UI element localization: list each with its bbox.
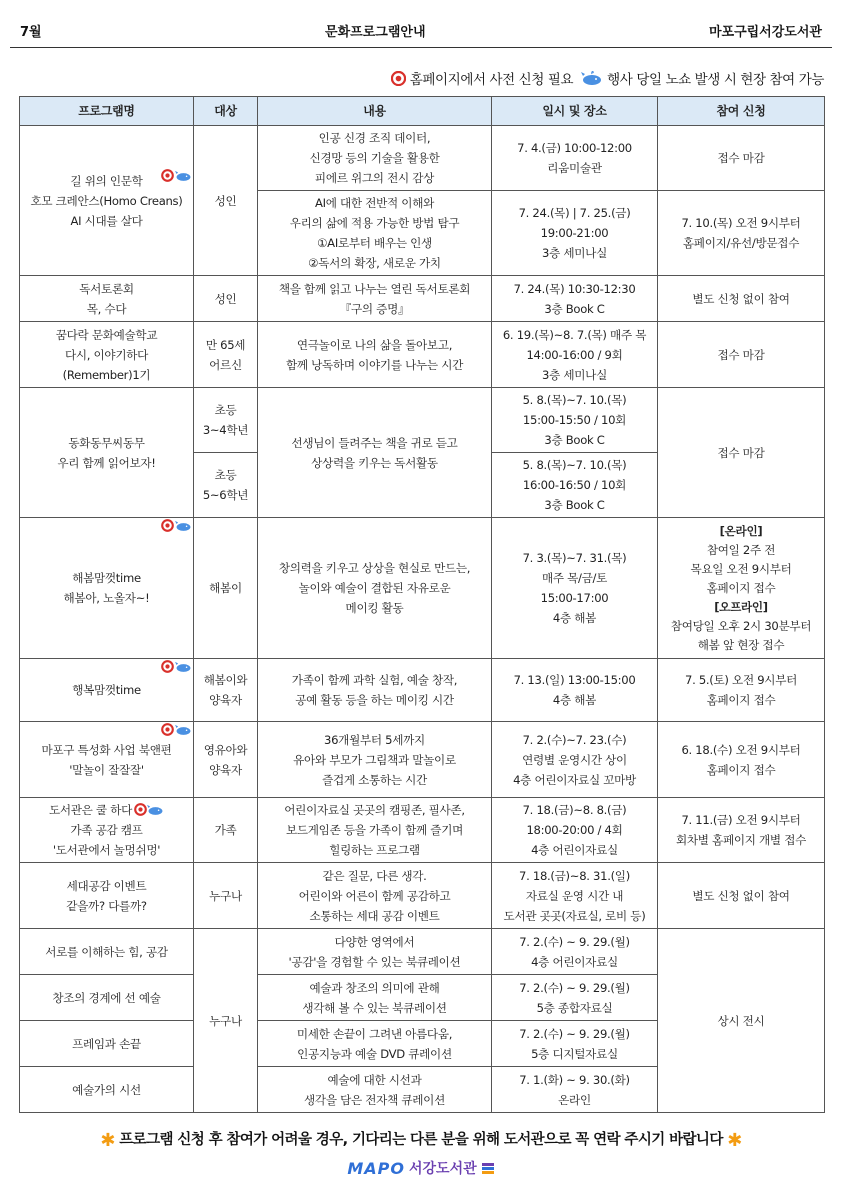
program-content: 같은 질문, 다른 생각. 어린이와 어른이 함께 공감하고 소통하는 세대 공감 이벤트: [258, 863, 492, 929]
legend-onsite: 행사 당일 노쇼 발생 시 현장 참여 가능: [581, 68, 824, 88]
preregister-icon: [161, 519, 174, 532]
table-header-row: [20, 97, 825, 126]
program-apply: 7. 10.(목) 오전 9시부터 홈페이지/유선/방문접수: [658, 191, 825, 276]
star-icon: ✱: [100, 1130, 115, 1151]
program-content: 예술에 대한 시선과 생각을 담은 전자책 큐레이션: [258, 1067, 492, 1113]
program-name: 세대공감 이벤트 같을까? 다를까?: [20, 863, 194, 929]
whale-icon: [581, 70, 603, 86]
table-row: [20, 863, 825, 929]
table-row: [20, 322, 825, 388]
program-content: 가족이 함께 과학 실험, 예술 창작, 공예 활동 등을 하는 메이킹 시간: [258, 659, 492, 722]
book-icon: [481, 1161, 495, 1175]
col-header-content: 내용: [258, 97, 492, 126]
program-content: 선생님이 들려주는 책을 귀로 듣고 상상력을 키우는 독서활동: [258, 388, 492, 518]
star-icon: ✱: [727, 1130, 742, 1151]
whale-icon: [175, 723, 192, 736]
mapo-logo: MAPO: [347, 1158, 405, 1178]
program-datetime: 7. 2.(수) ~ 9. 29.(월) 4층 어린이자료실: [492, 929, 658, 975]
program-apply: 접수 마감: [658, 322, 825, 388]
program-apply: 별도 신청 없이 참여: [658, 276, 825, 322]
program-content: 인공 신경 조직 데이터, 신경망 등의 기술을 활용한 피에르 위그의 전시 감상: [258, 126, 492, 191]
whale-icon: [147, 803, 164, 816]
library-name: 마포구립서강도서관: [708, 24, 822, 40]
brand-name: 서강도서관: [409, 1161, 477, 1177]
program-name: 도서관은 쿨 하다 가족 공감 캠프 '도서관에서 놀멍쉬멍': [20, 798, 194, 863]
col-header-target: 대상: [194, 97, 258, 126]
program-apply: 접수 마감: [658, 388, 825, 518]
preregister-icon: [134, 803, 147, 816]
program-badges: [161, 723, 192, 736]
program-datetime: 7. 18.(금)~8. 8.(금) 18:00-20:00 / 4회 4층 어린이자료실: [492, 798, 658, 863]
program-datetime: 5. 8.(목)~7. 10.(목) 16:00-16:50 / 10회 3층 Book C: [492, 453, 658, 518]
program-datetime: 7. 13.(일) 13:00-15:00 4층 해봄: [492, 659, 658, 722]
program-datetime: 5. 8.(목)~7. 10.(목) 15:00-15:50 / 10회 3층 Book C: [492, 388, 658, 453]
program-content: AI에 대한 전반적 이해와 우리의 삶에 적용 가능한 방법 탐구 ①AI로부터 배우는 인생 ②독서의 확장, 새로운 가치: [258, 191, 492, 276]
table-row: [20, 722, 825, 798]
program-badges: [161, 519, 192, 532]
program-name: 동화동무씨동무 우리 함께 읽어보자!: [20, 388, 194, 518]
header-divider: [10, 47, 832, 48]
program-name: 꿈다락 문화예술학교 다시, 이야기하다 (Remember)1기: [20, 322, 194, 388]
program-target: 성인: [194, 126, 258, 276]
program-datetime: 6. 19.(목)~8. 7.(목) 매주 목 14:00-16:00 / 9회 3층 세미나실: [492, 322, 658, 388]
preregister-icon: [161, 169, 174, 182]
col-header-apply: 참여 신청: [658, 97, 825, 126]
table-row: [20, 518, 825, 659]
page-title: 문화프로그램안내: [325, 24, 426, 40]
program-badges: [161, 169, 192, 182]
program-name: 해봄맘껏time 해봄아, 노올자~!: [20, 518, 194, 659]
program-target: 누구나: [194, 863, 258, 929]
program-content: 36개월부터 5세까지 유아와 부모가 그림책과 말놀이로 즐겁게 소통하는 시간: [258, 722, 492, 798]
program-name: 행복맘껏time: [20, 659, 194, 722]
program-schedule-table: [19, 96, 825, 1113]
preregister-icon: [161, 723, 174, 736]
legend: [391, 68, 824, 88]
program-datetime: 7. 2.(수) ~ 9. 29.(월) 5층 디지털자료실: [492, 1021, 658, 1067]
program-content: 다양한 영역에서 '공감'을 경험할 수 있는 북큐레이션: [258, 929, 492, 975]
program-name: 창조의 경계에 선 예술: [20, 975, 194, 1021]
program-target: 누구나: [194, 929, 258, 1113]
program-name: 독서토론회 목, 수다: [20, 276, 194, 322]
program-name: 프레임과 손끝: [20, 1021, 194, 1067]
preregister-icon: [391, 71, 406, 86]
program-content: 미세한 손끝이 그려낸 아름다움, 인공지능과 예술 DVD 큐레이션: [258, 1021, 492, 1067]
program-content: 어린이자료실 곳곳의 캠핑존, 필사존, 보드게임존 등을 가족이 함께 즐기며 힐링하는 프로그램: [258, 798, 492, 863]
program-datetime: 7. 2.(수)~7. 23.(수) 연령별 운영시간 상이 4층 어린이자료실 꼬마방: [492, 722, 658, 798]
program-content: 창의력을 키우고 상상을 현실로 만드는, 놀이와 예술이 결합된 자유로운 메이킹 활동: [258, 518, 492, 659]
col-header-datetime: 일시 및 장소: [492, 97, 658, 126]
table-row: [20, 929, 825, 975]
program-datetime: 7. 24.(목) | 7. 25.(금) 19:00-21:00 3층 세미나실: [492, 191, 658, 276]
footer-note: ✱ 프로그램 신청 후 참여가 어려울 경우, 기다리는 다른 분을 위해 도서관으로 꼭 연락 주시기 바랍니다 ✱: [100, 1130, 742, 1151]
program-target: 영유아와 양육자: [194, 722, 258, 798]
program-datetime: 7. 4.(금) 10:00-12:00 리움미술관: [492, 126, 658, 191]
program-content: 책을 함께 읽고 나누는 열린 독서토론회 『구의 증명』: [258, 276, 492, 322]
program-target: 초등 5~6학년: [194, 453, 258, 518]
program-datetime: 7. 2.(수) ~ 9. 29.(월) 5층 종합자료실: [492, 975, 658, 1021]
whale-icon: [175, 169, 192, 182]
table-row: [20, 659, 825, 722]
whale-icon: [175, 660, 192, 673]
table-row: [20, 276, 825, 322]
program-target: 가족: [194, 798, 258, 863]
program-content: 예술과 창조의 의미에 관해 생각해 볼 수 있는 북큐레이션: [258, 975, 492, 1021]
program-apply: 6. 18.(수) 오전 9시부터 홈페이지 접수: [658, 722, 825, 798]
program-apply: 별도 신청 없이 참여: [658, 863, 825, 929]
program-apply: 상시 전시: [658, 929, 825, 1113]
program-target: 해봄이와 양육자: [194, 659, 258, 722]
whale-icon: [175, 519, 192, 532]
program-apply: 접수 마감: [658, 126, 825, 191]
program-target: 초등 3~4학년: [194, 388, 258, 453]
col-header-program: 프로그램명: [20, 97, 194, 126]
program-datetime: 7. 18.(금)~8. 31.(일) 자료실 운영 시간 내 도서관 곳곳(자료실, 로비 등): [492, 863, 658, 929]
program-target: 만 65세 어르신: [194, 322, 258, 388]
table-row: [20, 388, 825, 453]
month-label: 7월: [20, 24, 42, 40]
program-name: 길 위의 인문학 호모 크레안스(Homo Creans) AI 시대를 살다: [20, 126, 194, 276]
program-target: 성인: [194, 276, 258, 322]
program-datetime: 7. 24.(목) 10:30-12:30 3층 Book C: [492, 276, 658, 322]
legend-preregister: 홈페이지에서 사전 신청 필요: [391, 68, 573, 88]
library-logo: [0, 1158, 842, 1178]
program-apply: 7. 11.(금) 오전 9시부터 회차별 홈페이지 개별 접수: [658, 798, 825, 863]
program-datetime: 7. 1.(화) ~ 9. 30.(화) 온라인: [492, 1067, 658, 1113]
program-datetime: 7. 3.(목)~7. 31.(목) 매주 목/금/토 15:00-17:00 4층 해봄: [492, 518, 658, 659]
program-apply: [온라인] 참여일 2주 전 목요일 오전 9시부터 홈페이지 접수 [오프라인] 참여당일 오후 2시 30분부터 해봄 앞 현장 접수: [658, 518, 825, 659]
page-header: [20, 18, 822, 42]
program-name: 마포구 특성화 사업 북앤편 '말놀이 잘잘잘': [20, 722, 194, 798]
preregister-icon: [161, 660, 174, 673]
program-apply: 7. 5.(토) 오전 9시부터 홈페이지 접수: [658, 659, 825, 722]
program-target: 해봄이: [194, 518, 258, 659]
table-row: [20, 126, 825, 191]
program-name: 예술가의 시선: [20, 1067, 194, 1113]
program-name: 서로를 이해하는 힘, 공감: [20, 929, 194, 975]
table-row: [20, 798, 825, 863]
program-badges: [161, 660, 192, 673]
program-content: 연극놀이로 나의 삶을 돌아보고, 함께 낭독하며 이야기를 나누는 시간: [258, 322, 492, 388]
